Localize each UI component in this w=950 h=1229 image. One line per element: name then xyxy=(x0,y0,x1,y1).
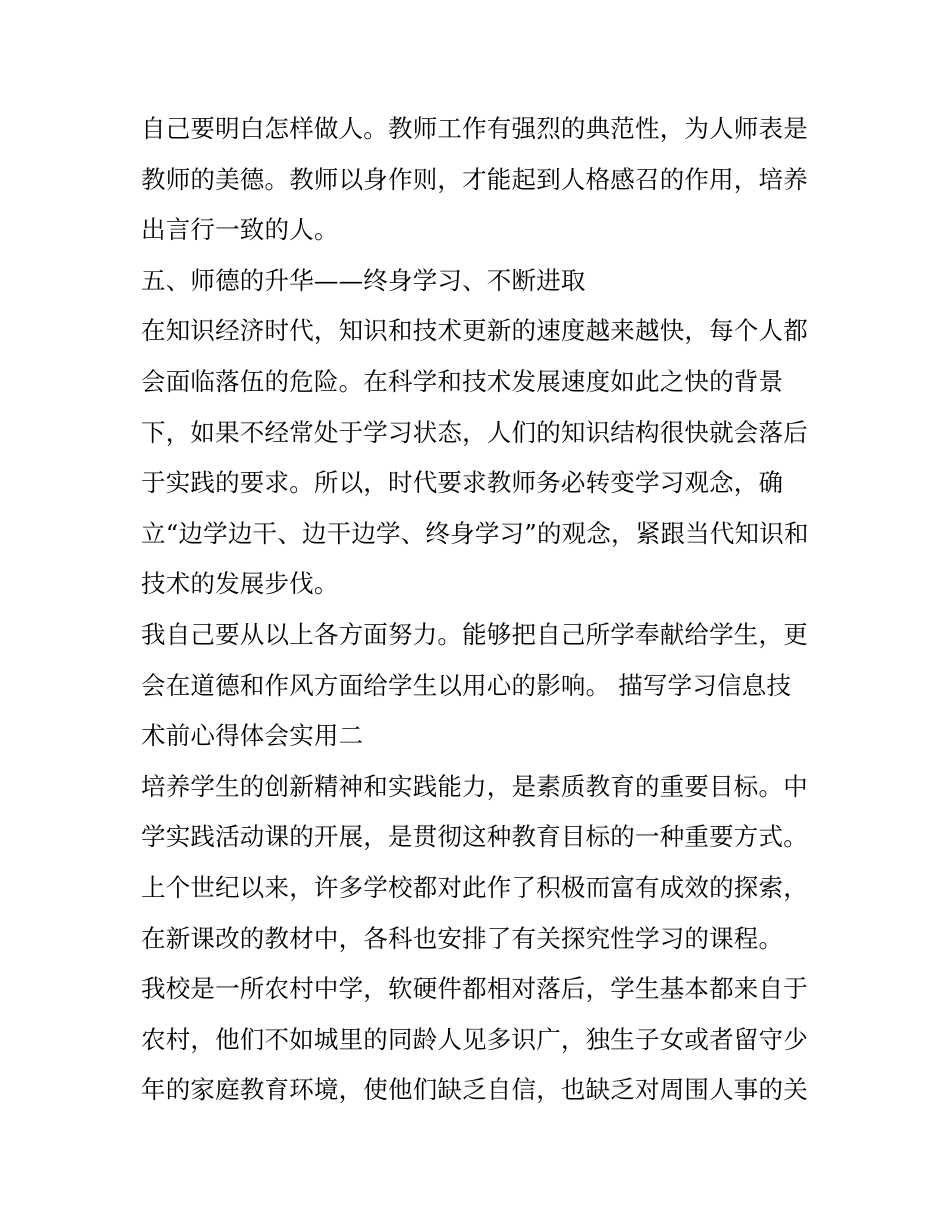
text-line: 我校是一所农村中学，软硬件都相对落后，学生基本都来自于 xyxy=(141,974,808,1004)
body-text xyxy=(141,104,821,1116)
text-line: 年的家庭教育环境，使他们缺乏自信，也缺乏对周围人事的关 xyxy=(141,1075,808,1105)
text-line: 我自己要从以上各方面努力。能够把自己所学奉献给学生，更 xyxy=(141,619,808,649)
text-line: 会在道德和作风方面给学生以用心的影响。 描写学习信息技 xyxy=(141,670,792,700)
text-line: 出言行一致的人。 xyxy=(141,215,339,245)
text-line: 农村，他们不如城里的同龄人见多识广，独生子女或者留守少 xyxy=(141,1024,808,1054)
text-line: 自己要明白怎样做人。教师工作有强烈的典范性，为人师表是 xyxy=(141,114,808,143)
text-line: 教师的美德。教师以身作则，才能起到人格感召的作用，培养 xyxy=(141,164,808,194)
text-line: 术前心得体会实用二 xyxy=(141,721,364,751)
text-line: 于实践的要求。所以，时代要求教师务必转变学习观念，确 xyxy=(141,468,784,498)
text-line: 上个世纪以来，许多学校都对此作了积极而富有成效的探索， xyxy=(141,872,808,902)
text-line: 下，如果不经常处于学习状态，人们的知识结构很快就会落后 xyxy=(141,417,808,447)
text-line: 会面临落伍的危险。在科学和技术发展速度如此之快的背景 xyxy=(141,366,784,396)
text-line: 在知识经济时代，知识和技术更新的速度越来越快，每个人都 xyxy=(141,316,808,346)
text-line: 在新课改的教材中，各科也安排了有关探究性学习的课程。 xyxy=(141,923,784,953)
text-line: 立“边学边干、边干边学、终身学习”的观念，紧跟当代知识和 xyxy=(141,518,809,548)
text-line: 培养学生的创新精神和实践能力，是素质教育的重要目标。中 xyxy=(141,771,808,801)
text-line: 学实践活动课的开展，是贯彻这种教育目标的一种重要方式。 xyxy=(141,822,808,852)
section-heading: 五、师德的升华——终身学习、不断进取 xyxy=(141,265,586,295)
text-line: 技术的发展步伐。 xyxy=(141,569,339,599)
